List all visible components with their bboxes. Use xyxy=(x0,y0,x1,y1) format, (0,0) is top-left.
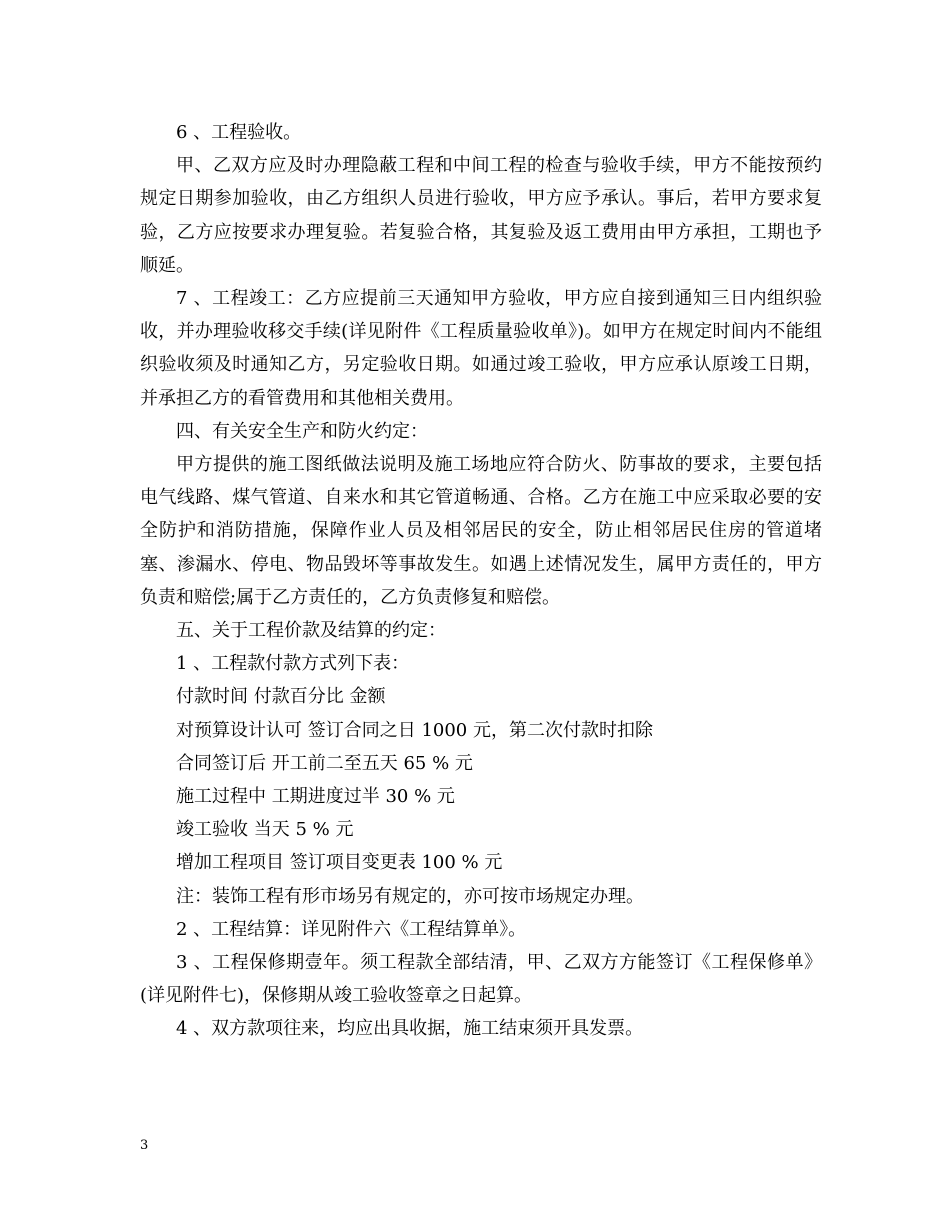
page-number: 3 xyxy=(140,1138,149,1153)
clause-4-receipts: 4 、双方款项往来，均应出具收据，施工结束须开具发票。 xyxy=(176,1018,644,1040)
payment-row-contract-signed: 合同签订后 开工前二至五天 65 % 元 xyxy=(176,752,473,774)
section-5-heading: 五、关于工程价款及结算的约定： xyxy=(176,620,446,642)
clause-1-payment-method: 1 、工程款付款方式列下表： xyxy=(176,653,410,675)
payment-table-header: 付款时间 付款百分比 金额 xyxy=(176,686,386,708)
payment-row-completion: 竣工验收 当天 5 % 元 xyxy=(176,819,354,841)
clause-2-settlement: 2 、工程结算：详见附件六《工程结算单》。 xyxy=(176,918,527,940)
clause-7-completion: 7 、工程竣工：乙方应提前三天通知甲方验收，甲方应自接到通知三日内组织验收，并办理验收移交手续(详见附件《工程质量验收单》)。如甲方在规定时间内不能组织验收须及时通知乙方，另定验收日期。如通过竣工验收，甲方应承认原竣工日期，并承担乙方的看管费用和其他相关费用。 xyxy=(140,288,822,409)
document-body xyxy=(140,116,822,1046)
paragraph-safety-fire: 甲方提供的施工图纸做法说明及施工场地应符合防火、防事故的要求，主要包括电气线路、煤气管道、自来水和其它管道畅通、合格。乙方在施工中应采取必要的安全防护和消防措施，保障作业人员及相邻居民的安全，防止相邻居民住房的管道堵塞、渗漏水、停电、物品毁坏等事故发生。如遇上述情况发生，属甲方责任的，甲方负责和赔偿;属于乙方责任的，乙方负责修复和赔偿。 xyxy=(140,454,822,608)
payment-note: 注：装饰工程有形市场另有规定的，亦可按市场规定办理。 xyxy=(176,885,644,907)
paragraph-acceptance-procedure: 甲、乙双方应及时办理隐蔽工程和中间工程的检查与验收手续，甲方不能按预约规定日期参加验收，由乙方组织人员进行验收，甲方应予承认。事后，若甲方要求复验，乙方应按要求办理复验。若复验合格，其复验及返工费用由甲方承担，工期也予顺延。 xyxy=(140,155,822,276)
payment-row-additional: 增加工程项目 签订项目变更表 100 % 元 xyxy=(176,852,503,874)
clause-3-warranty: 3 、工程保修期壹年。须工程款全部结清，甲、乙双方方能签订《工程保修单》(详见附件七)，保修期从竣工验收签章之日起算。 xyxy=(140,952,822,1007)
payment-row-construction: 施工过程中 工期进度过半 30 % 元 xyxy=(176,786,455,808)
payment-row-budget: 对预算设计认可 签订合同之日 1000 元，第二次付款时扣除 xyxy=(176,719,653,741)
section-4-heading: 四、有关安全生产和防火约定： xyxy=(176,420,428,442)
clause-6-heading: 6 、工程验收。 xyxy=(176,122,302,143)
